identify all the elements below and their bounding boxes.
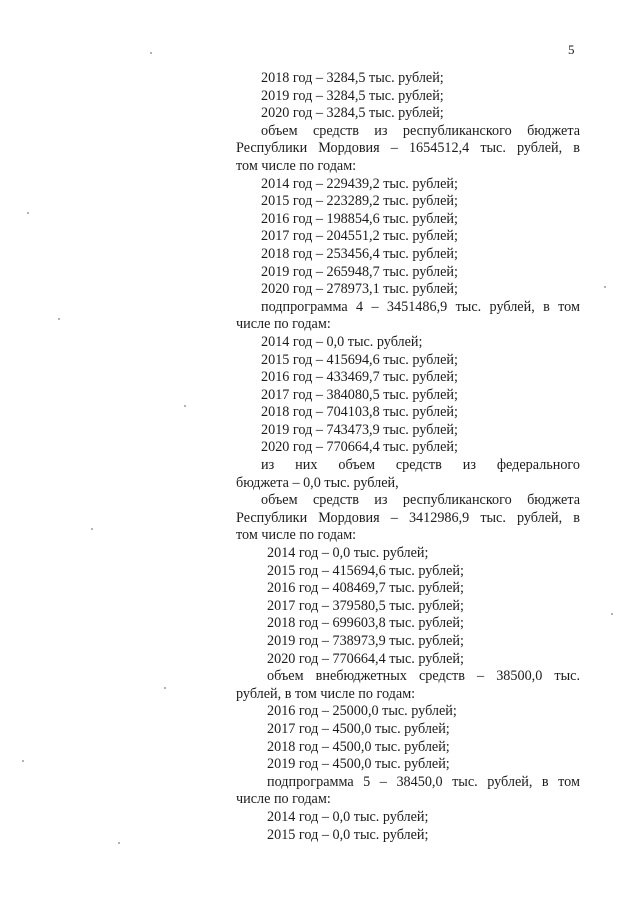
- page-number: 5: [568, 42, 575, 57]
- text-line: 2020 год – 3284,5 тыс. рублей;: [261, 105, 444, 122]
- scan-speck: [150, 52, 152, 54]
- text-line: 2019 год – 265948,7 тыс. рублей;: [261, 263, 458, 280]
- text-line: бюджета – 0,0 тыс. рублей,: [236, 474, 399, 491]
- text-line: подпрограмма 5 – 38450,0 тыс. рублей, в том: [267, 773, 580, 790]
- text-line: объем средств из республиканского бюджета: [261, 122, 580, 139]
- text-line: 2020 год – 770664,4 тыс. рублей;: [267, 650, 464, 667]
- text-line: том числе по годам:: [236, 157, 357, 174]
- text-line: 2015 год – 415694,6 тыс. рублей;: [267, 562, 464, 579]
- text-line: 2017 год – 204551,2 тыс. рублей;: [261, 228, 458, 245]
- text-line: 2020 год – 278973,1 тыс. рублей;: [261, 281, 458, 298]
- text-line: 2018 год – 4500,0 тыс. рублей;: [267, 738, 450, 755]
- text-line: 2015 год – 223289,2 тыс. рублей;: [261, 193, 458, 210]
- text-line: числе по годам:: [236, 791, 331, 808]
- text-line: 2018 год – 3284,5 тыс. рублей;: [261, 70, 444, 86]
- text-line: 2019 год – 4500,0 тыс. рублей;: [267, 756, 450, 773]
- scan-speck: [118, 842, 120, 844]
- text-line: 2014 год – 0,0 тыс. рублей;: [267, 545, 429, 562]
- scan-speck: [58, 318, 60, 320]
- text-line: 2020 год – 770664,4 тыс. рублей;: [261, 439, 458, 456]
- scan-speck: [611, 613, 613, 615]
- text-line: подпрограмма 4 – 3451486,9 тыс. рублей, в том: [261, 298, 580, 315]
- scan-speck: [164, 687, 166, 689]
- scan-speck: [184, 405, 186, 407]
- text-line: 2018 год – 699603,8 тыс. рублей;: [267, 615, 464, 632]
- document-body: [236, 70, 580, 844]
- scan-speck: [91, 528, 93, 530]
- text-line: 2016 год – 433469,7 тыс. рублей;: [261, 369, 458, 386]
- text-line: объем внебюджетных средств – 38500,0 тыс.: [267, 668, 580, 685]
- text-line: 2019 год – 3284,5 тыс. рублей;: [261, 87, 444, 104]
- scan-speck: [604, 286, 606, 288]
- scan-speck: [22, 760, 24, 762]
- text-line: 2016 год – 408469,7 тыс. рублей;: [267, 580, 464, 597]
- text-line: 2017 год – 379580,5 тыс. рублей;: [267, 597, 464, 614]
- text-line: Республики Мордовия – 1654512,4 тыс. рублей, в: [236, 140, 580, 157]
- text-line: 2019 год – 743473,9 тыс. рублей;: [261, 421, 458, 438]
- text-line: 2014 год – 0,0 тыс. рублей;: [267, 808, 429, 825]
- text-line: 2016 год – 198854,6 тыс. рублей;: [261, 210, 458, 227]
- text-line: 2018 год – 704103,8 тыс. рублей;: [261, 404, 458, 421]
- text-line: из них объем средств из федерального: [261, 457, 580, 474]
- scan-speck: [27, 212, 29, 214]
- text-line: 2015 год – 415694,6 тыс. рублей;: [261, 351, 458, 368]
- text-line: числе по годам:: [236, 316, 331, 333]
- text-line: 2015 год – 0,0 тыс. рублей;: [267, 826, 429, 843]
- text-line: 2019 год – 738973,9 тыс. рублей;: [267, 633, 464, 649]
- text-line: рублей, в том числе по годам:: [236, 685, 416, 702]
- text-line: 2017 год – 384080,5 тыс. рублей;: [261, 386, 458, 403]
- text-line: том числе по годам:: [236, 527, 357, 544]
- text-line: 2016 год – 25000,0 тыс. рублей;: [267, 703, 457, 720]
- text-line: 2018 год – 253456,4 тыс. рублей;: [261, 245, 458, 262]
- text-line: 2014 год – 229439,2 тыс. рублей;: [261, 175, 458, 192]
- text-line: Республики Мордовия – 3412986,9 тыс. рублей, в: [236, 509, 580, 526]
- text-line: 2014 год – 0,0 тыс. рублей;: [261, 333, 423, 350]
- text-line: 2017 год – 4500,0 тыс. рублей;: [267, 720, 450, 737]
- text-line: объем средств из республиканского бюджета: [261, 492, 580, 509]
